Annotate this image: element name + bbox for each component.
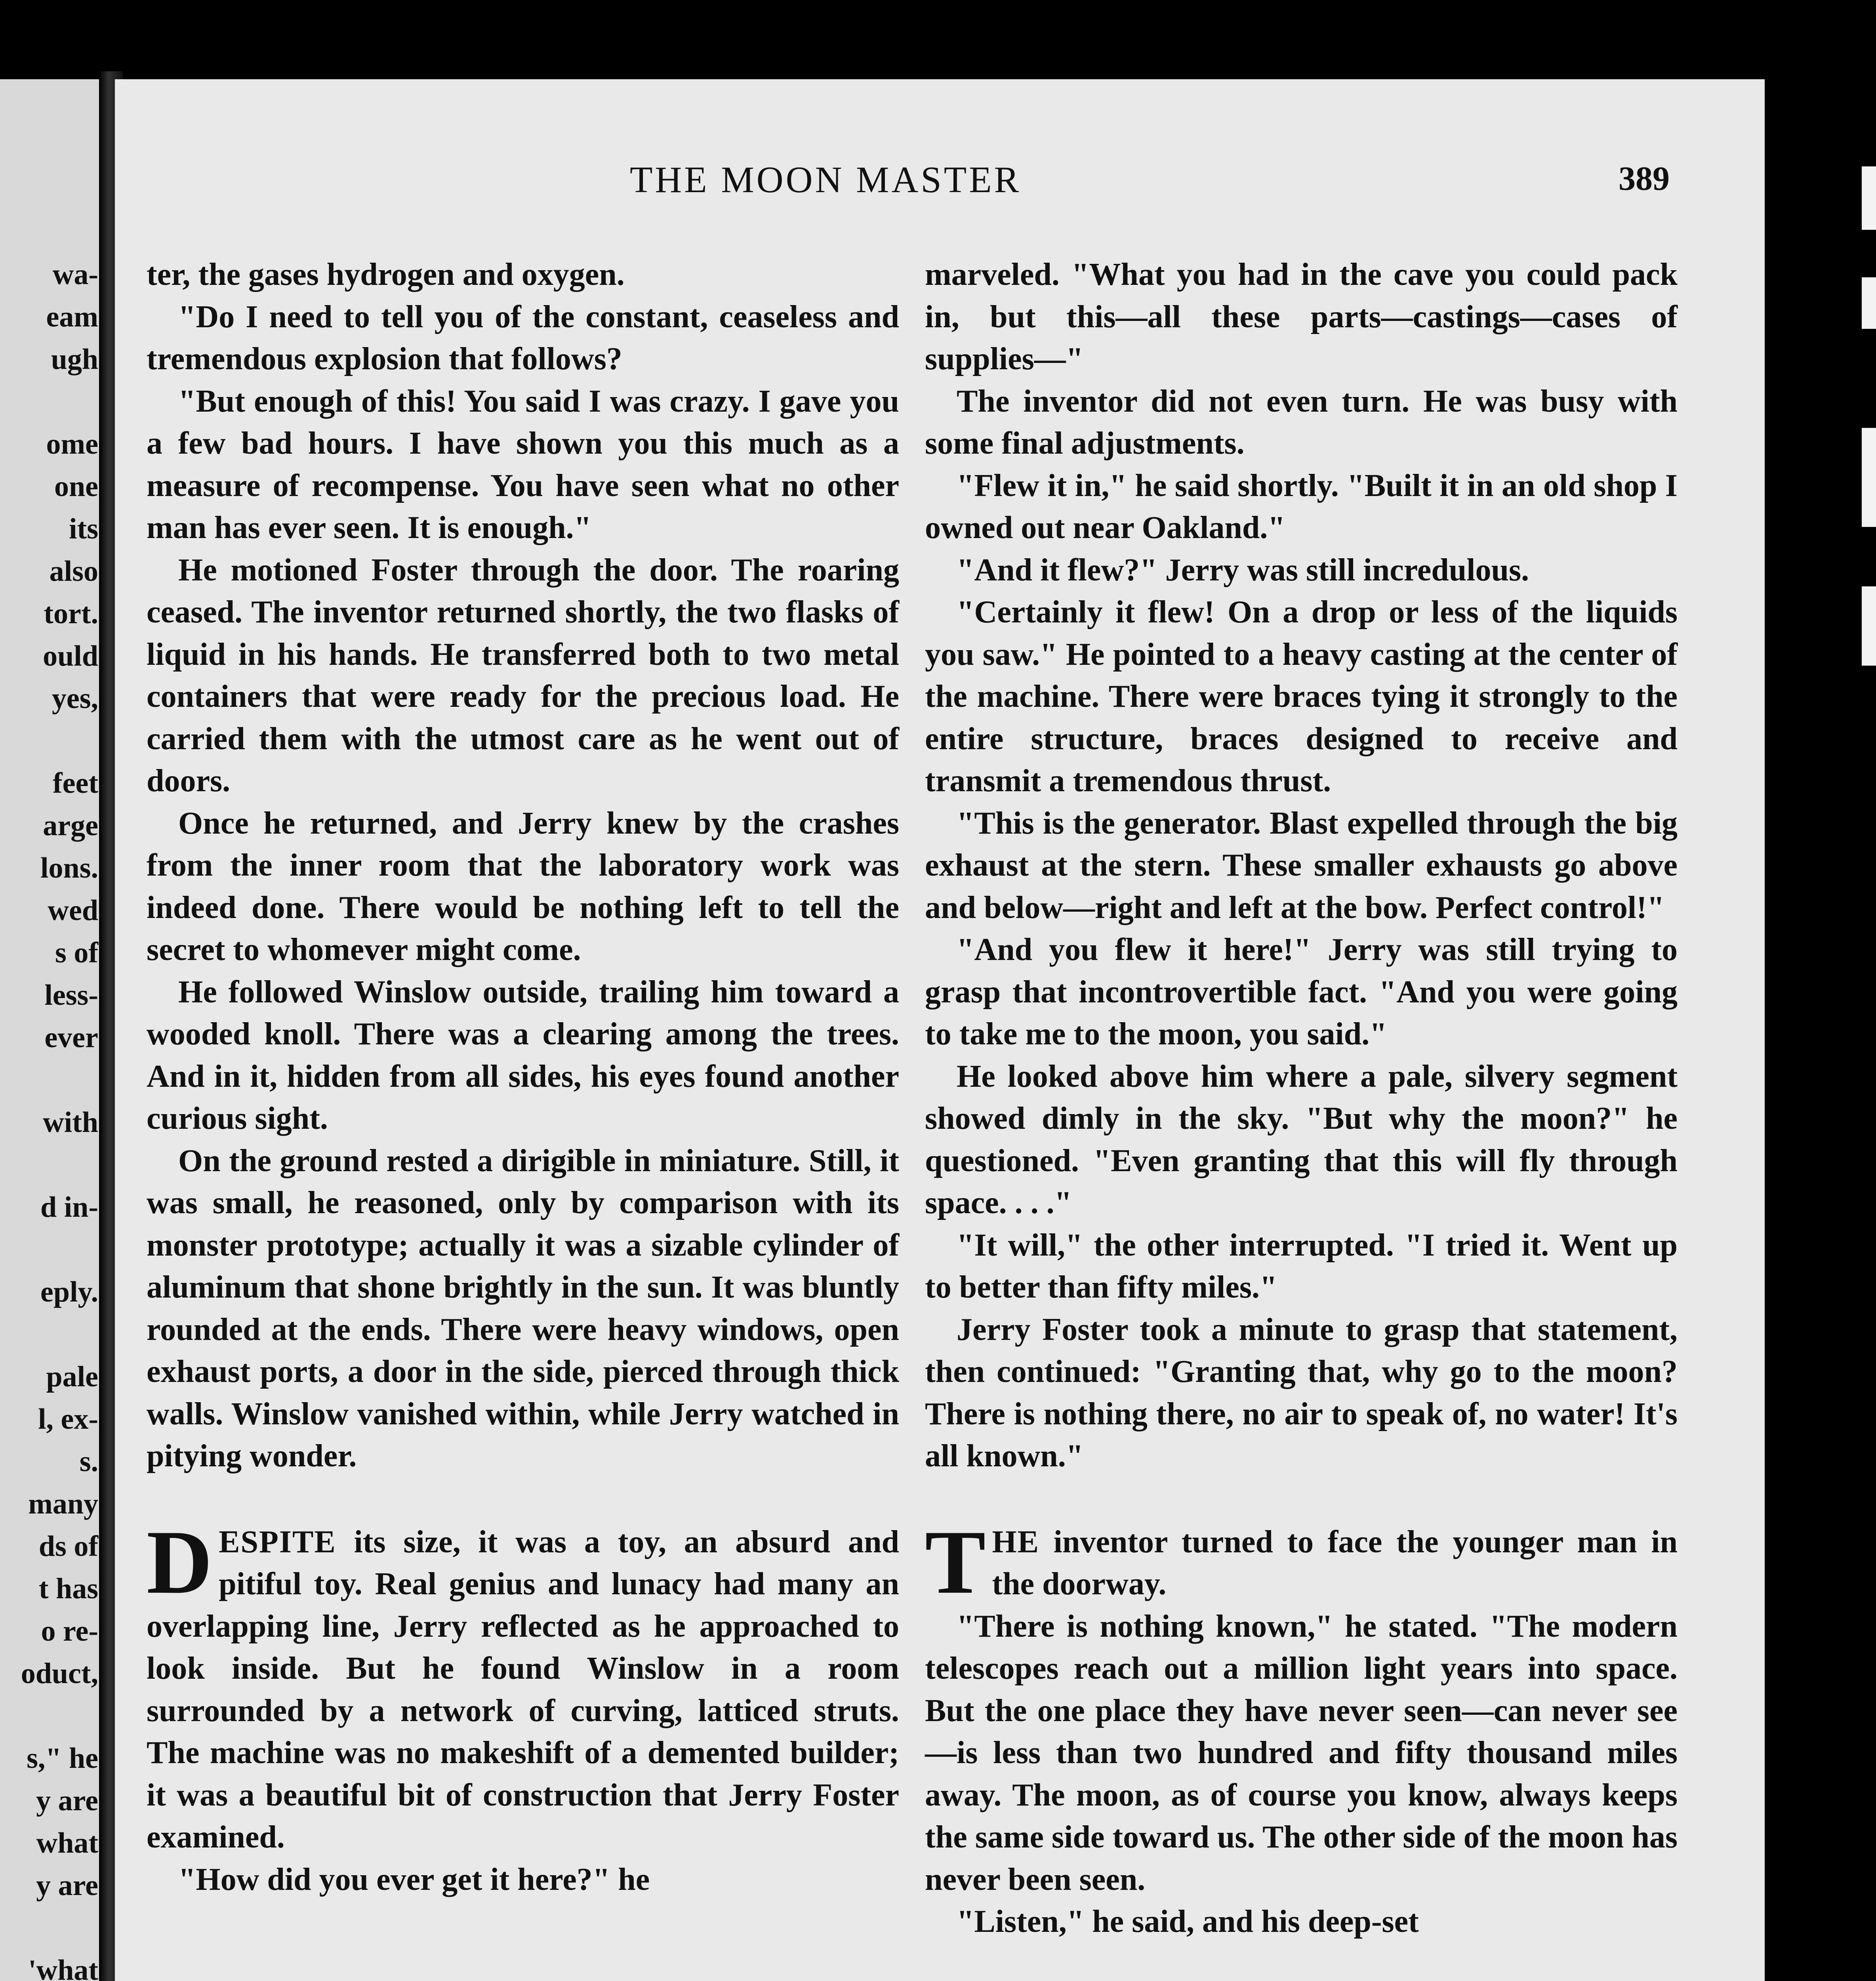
magazine-page: [115, 79, 1765, 1981]
paragraph-text: inventor turned to face the younger man in the doorway.: [992, 1524, 1678, 1601]
facing-page-line-fragment: ds of: [38, 1530, 98, 1563]
paragraph-text: its size, it was a toy, an absurd and pitiful toy. Real genius and lunacy had many an overlapping line, Jerry reflected as he approached to look inside. But he found Winslow in a room surrounded by a network of curving, latticed struts. The machine was no makeshift of a demented builder; it was a beautiful bit of construction that Jerry Foster examined.: [147, 1524, 899, 1855]
paragraph: He followed Winslow outside, trailing him toward a wooded knoll. There was a clearing among the trees. And in it, hidden from all sides, his eyes found another curious sight.: [147, 974, 899, 1136]
lead-in: HE: [992, 1524, 1040, 1559]
facing-page-line-fragment: eply.: [40, 1276, 98, 1308]
facing-page-line-fragment: l, ex-: [38, 1403, 98, 1435]
paragraph: "Certainly it flew! On a drop or less of the liquids you saw." He pointed to a heavy casting at the center of the machine. There were braces tying it strongly to the entire structure, braces designed to receive and transmit a tremendous thrust.: [925, 595, 1678, 798]
next-page-edge-mark: [1862, 277, 1876, 329]
facing-page-line-fragment: tort.: [44, 597, 98, 630]
facing-page-line-fragment: also: [49, 555, 98, 588]
paragraph: "Listen," he said, and his deep-set: [957, 1904, 1419, 1939]
facing-page-line-fragment: [21, 1695, 98, 1737]
facing-page-line-fragment: s of: [55, 937, 98, 969]
facing-page-line-fragment: eam: [46, 301, 98, 333]
facing-page-line-fragment: ould: [43, 640, 98, 672]
paragraph: He looked above him where a pale, silvery segment showed dimly in the sky. "But why the moon?" he questioned. "Even granting that this will fly through space. . . .": [925, 1059, 1678, 1220]
facing-page-line-fragment: d in-: [40, 1191, 98, 1223]
facing-page-line-fragment: with: [43, 1106, 98, 1139]
facing-page-line-fragment: arge: [43, 809, 98, 842]
facing-page-line-fragment: less-: [44, 979, 98, 1011]
paragraph: On the ground rested a dirigible in miniature. Still, it was small, he reasoned, only by comparison with its monster prototype; actually it was a sizable cylinder of aluminum that shone brightly in the sun. It was bluntly rounded at the ends. There were heavy windows, open exhaust ports, a door in the side, pierced through thick walls. Winslow vanished within, while Jerry watched in pitying wonder.: [147, 1143, 899, 1473]
facing-page-line-fragment: many: [28, 1488, 98, 1520]
facing-page-line-fragment: yes,: [51, 682, 98, 715]
left-section-paragraphs: [147, 1859, 899, 1901]
left-column: [147, 254, 899, 1901]
paragraph: "There is nothing known," he stated. "The modern telescopes reach out a million light years into space. But the one place they have never seen—can never see—is less than two hundred and fifty thousand miles away. The moon, as of course you know, always keeps the same side toward us. The other side of the moon has never been seen.: [925, 1609, 1678, 1897]
facing-page-line-fragment: what: [36, 1827, 98, 1859]
drop-cap: D: [147, 1511, 213, 1613]
next-page-edge-mark: [1862, 166, 1876, 230]
paragraph: "It will," the other interrupted. "I tried it. Went up to better than fifty miles.": [925, 1227, 1678, 1305]
facing-page-line-fragment: one: [54, 470, 98, 503]
right-column-paragraphs: [925, 254, 1678, 1477]
next-page-edge-mark: [1862, 428, 1876, 527]
facing-page-line-fragment: feet: [53, 767, 98, 800]
facing-page-line-fragment: s.: [79, 1445, 98, 1478]
facing-page-line-fragment: wa-: [52, 258, 98, 291]
paragraph: ter, the gases hydrogen and oxygen.: [147, 257, 625, 292]
lead-in: ESPITE: [219, 1524, 336, 1559]
facing-page-line-fragment: pale: [46, 1361, 98, 1393]
facing-page-line-fragment: lons.: [40, 852, 98, 884]
paragraph: He motioned Foster through the door. The roaring ceased. The inventor returned shortly, the two flasks of liquid in his hands. He transferred both to two metal containers that were ready for the precious load. He carried them with the utmost care as he went out of doors.: [147, 552, 899, 798]
paragraph: The inventor did not even turn. He was busy with some final adjustments.: [925, 384, 1678, 461]
paragraph: Once he returned, and Jerry knew by the crashes from the inner room that the laboratory work was indeed done. There would be nothing left to tell the secret to whomever might come.: [147, 805, 899, 967]
facing-page-line-fragment: [21, 1907, 98, 1949]
paragraph: "And it flew?" Jerry was still incredulous.: [957, 552, 1529, 588]
left-section-break: [147, 1511, 899, 1901]
facing-page-line-fragment: [21, 1059, 98, 1101]
facing-page-line-fragment: ugh: [51, 343, 98, 376]
page-header: [115, 158, 1765, 214]
facing-page-line-fragment: t has: [38, 1573, 98, 1605]
paragraph: "And you flew it here!" Jerry was still trying to grasp that incontrovertible fact. "And you were going to take me to the moon, you said.": [925, 932, 1678, 1052]
facing-page-edge: [0, 79, 103, 1981]
facing-page-line-fragment: [21, 1229, 98, 1271]
facing-page-line-fragment: 'what: [28, 1954, 98, 1981]
facing-page-line-fragment: [21, 1144, 98, 1186]
left-section-first-paragraph: [147, 1511, 899, 1859]
right-section-break: [925, 1511, 1678, 1943]
facing-page-line-fragment: wed: [48, 894, 98, 927]
paragraph: "Do I need to tell you of the constant, ceaseless and tremendous explosion that follows?: [147, 299, 899, 376]
right-section-paragraphs: [925, 1605, 1678, 1943]
scan-border: [1765, 79, 1876, 1981]
facing-page-line-fragment: y are: [36, 1869, 98, 1902]
left-column-paragraphs: [147, 254, 899, 1477]
facing-page-line-fragment: y are: [36, 1784, 98, 1817]
facing-page-line-fragment: ever: [44, 1021, 98, 1054]
right-section-first-paragraph: [925, 1511, 1678, 1613]
facing-page-line-fragment: [21, 720, 98, 762]
next-page-edge-mark: [1862, 586, 1876, 666]
running-title: THE MOON MASTER: [630, 159, 1022, 200]
paragraph: "This is the generator. Blast expelled through the big exhaust at the stern. These smaller exhausts go above and below—right and left at the bow. Perfect control!": [925, 805, 1678, 925]
paragraph: "But enough of this! You said I was crazy. I gave you a few bad hours. I have shown you this much as a measure of recompense. You have seen what no other man has ever seen. It is enough.": [147, 384, 899, 545]
facing-page-line-fragment: [21, 1313, 98, 1356]
paragraph: Jerry Foster took a minute to grasp that statement, then continued: "Granting that, why go to the moon? There is nothing there, no air to speak of, no water! It's all known.": [925, 1312, 1678, 1473]
paragraph: marveled. "What you had in the cave you could pack in, but this—all these parts—castings—cases of supplies—": [925, 257, 1678, 376]
facing-page-line-fragment: oduct,: [21, 1657, 98, 1690]
right-column: [925, 254, 1678, 1943]
facing-page-line-fragment: [21, 381, 98, 423]
page-number: 389: [1619, 159, 1670, 197]
facing-page-line-fragment: s," he: [27, 1742, 98, 1775]
paragraph: "How did you ever get it here?" he: [178, 1862, 650, 1897]
facing-page-line-fragment: its: [69, 513, 98, 545]
drop-cap: T: [925, 1511, 986, 1613]
paragraph: "Flew it in," he said shortly. "Built it in an old shop I owned out near Oakland.": [925, 468, 1678, 545]
facing-page-text-fragments: [21, 254, 98, 1981]
facing-page-line-fragment: o re-: [41, 1615, 98, 1647]
facing-page-line-fragment: ome: [46, 428, 98, 460]
